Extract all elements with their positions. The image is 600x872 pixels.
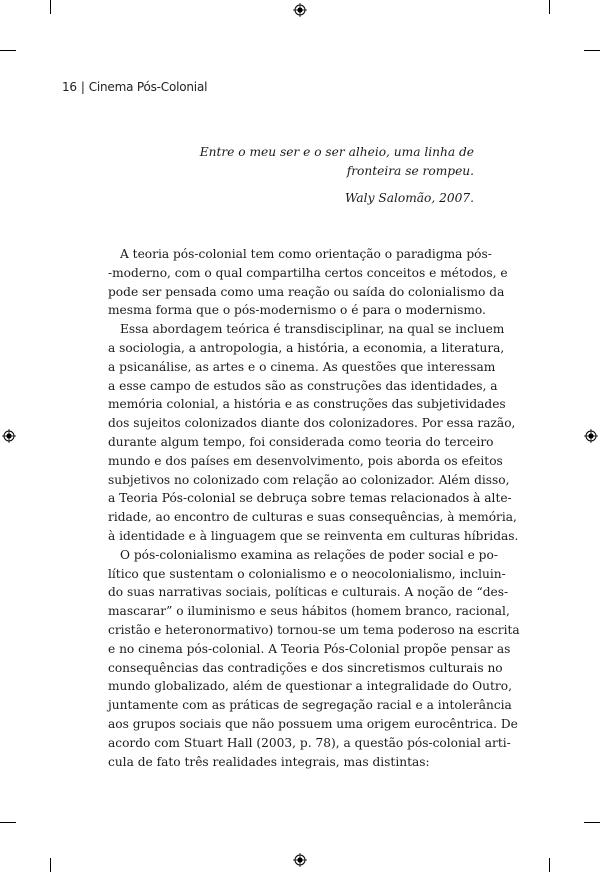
text-line: a Teoria Pós-colonial se debruça sobre temas relacionados à alte- <box>108 491 512 506</box>
epigraph-attribution: Waly Salomão, 2007. <box>344 191 474 205</box>
registration-mark-icon <box>293 3 307 17</box>
text-line: e no cinema pós-colonial. A Teoria Pós-Colonial propõe pensar as <box>108 641 511 656</box>
text-line: memória colonial, a história e as construções das subjetividades <box>108 397 506 412</box>
crop-mark <box>50 0 51 14</box>
text-line: mundo e dos países em desenvolvimento, pois aborda os efeitos <box>108 453 503 468</box>
registration-mark-icon <box>584 429 598 443</box>
text-line: lítico que sustentam o colonialismo e o neocolonialismo, incluin- <box>108 566 506 581</box>
text-line: acordo com Stuart Hall (2003, p. 78), a questão pós-colonial arti- <box>108 735 511 750</box>
text-line: mundo globalizado, além de questionar a integralidade do Outro, <box>108 679 512 694</box>
text-line: cula de fato três realidades integrais, mas distintas: <box>108 754 430 769</box>
text-line: cristão e heteronormativo) tornou-se um tema poderoso na escrita <box>108 622 520 637</box>
text-line: O pós-colonialismo examina as relações de poder social e po- <box>120 547 498 562</box>
crop-mark <box>50 858 51 872</box>
text-line: mesma forma que o pós-modernismo o é para o modernismo. <box>108 303 486 318</box>
epigraph-line: fronteira se rompeu. <box>346 164 474 178</box>
text-line: pode ser pensada como uma reação ou saída do colonialismo da <box>108 284 505 299</box>
epigraph <box>180 143 474 208</box>
text-line: -moderno, com o qual compartilha certos conceitos e métodos, e <box>108 265 508 280</box>
registration-mark-icon <box>293 853 307 867</box>
crop-mark <box>0 822 16 823</box>
text-line: mascarar” o iluminismo e seus hábitos (homem branco, racional, <box>108 604 510 619</box>
text-line: à identidade e à linguagem que se reinventa em culturas híbridas. <box>108 528 519 543</box>
epigraph-line: Entre o meu ser e o ser alheio, uma linha de <box>199 145 474 159</box>
text-line: ridade, ao encontro de culturas e suas consequências, à memória, <box>108 510 517 525</box>
text-line: aos grupos sociais que não possuem uma origem eurocêntrica. De <box>108 716 518 731</box>
text-line: Essa abordagem teórica é transdisciplinar, na qual se incluem <box>120 322 505 337</box>
text-line: a sociologia, a antropologia, a história, a economia, a literatura, <box>108 340 505 355</box>
running-header <box>62 80 207 94</box>
crop-mark <box>584 50 600 51</box>
text-line: do suas narrativas sociais, políticas e culturais. A noção de “des- <box>108 585 509 600</box>
text-line: consequências das contradições e dos sincretismos culturais no <box>108 660 503 675</box>
running-title: Cinema Pós-Colonial <box>88 80 208 94</box>
paragraph <box>108 320 519 546</box>
text-line: a esse campo de estudos são as construções das identidades, a <box>108 378 498 393</box>
body-text <box>108 245 520 771</box>
text-line: dos sujeitos colonizados diante dos colonizadores. Por essa razão, <box>108 416 516 431</box>
header-separator: | <box>80 80 85 94</box>
crop-mark <box>549 858 550 872</box>
page-number: 16 <box>62 80 77 94</box>
paragraph <box>108 546 520 772</box>
paragraph <box>108 245 508 320</box>
crop-mark <box>584 822 600 823</box>
text-line: durante algum tempo, foi considerada como teoria do terceiro <box>108 434 494 449</box>
text-line: A teoria pós-colonial tem como orientação o paradigma pós- <box>120 247 492 261</box>
text-line: juntamente com as práticas de segregação racial e a intolerância <box>108 698 512 713</box>
text-line: a psicanálise, as artes e o cinema. As questões que interessam <box>108 359 496 374</box>
crop-mark <box>549 0 550 14</box>
registration-mark-icon <box>2 429 16 443</box>
text-line: subjetivos no colonizado com relação ao colonizador. Além disso, <box>108 472 510 487</box>
crop-mark <box>0 50 16 51</box>
